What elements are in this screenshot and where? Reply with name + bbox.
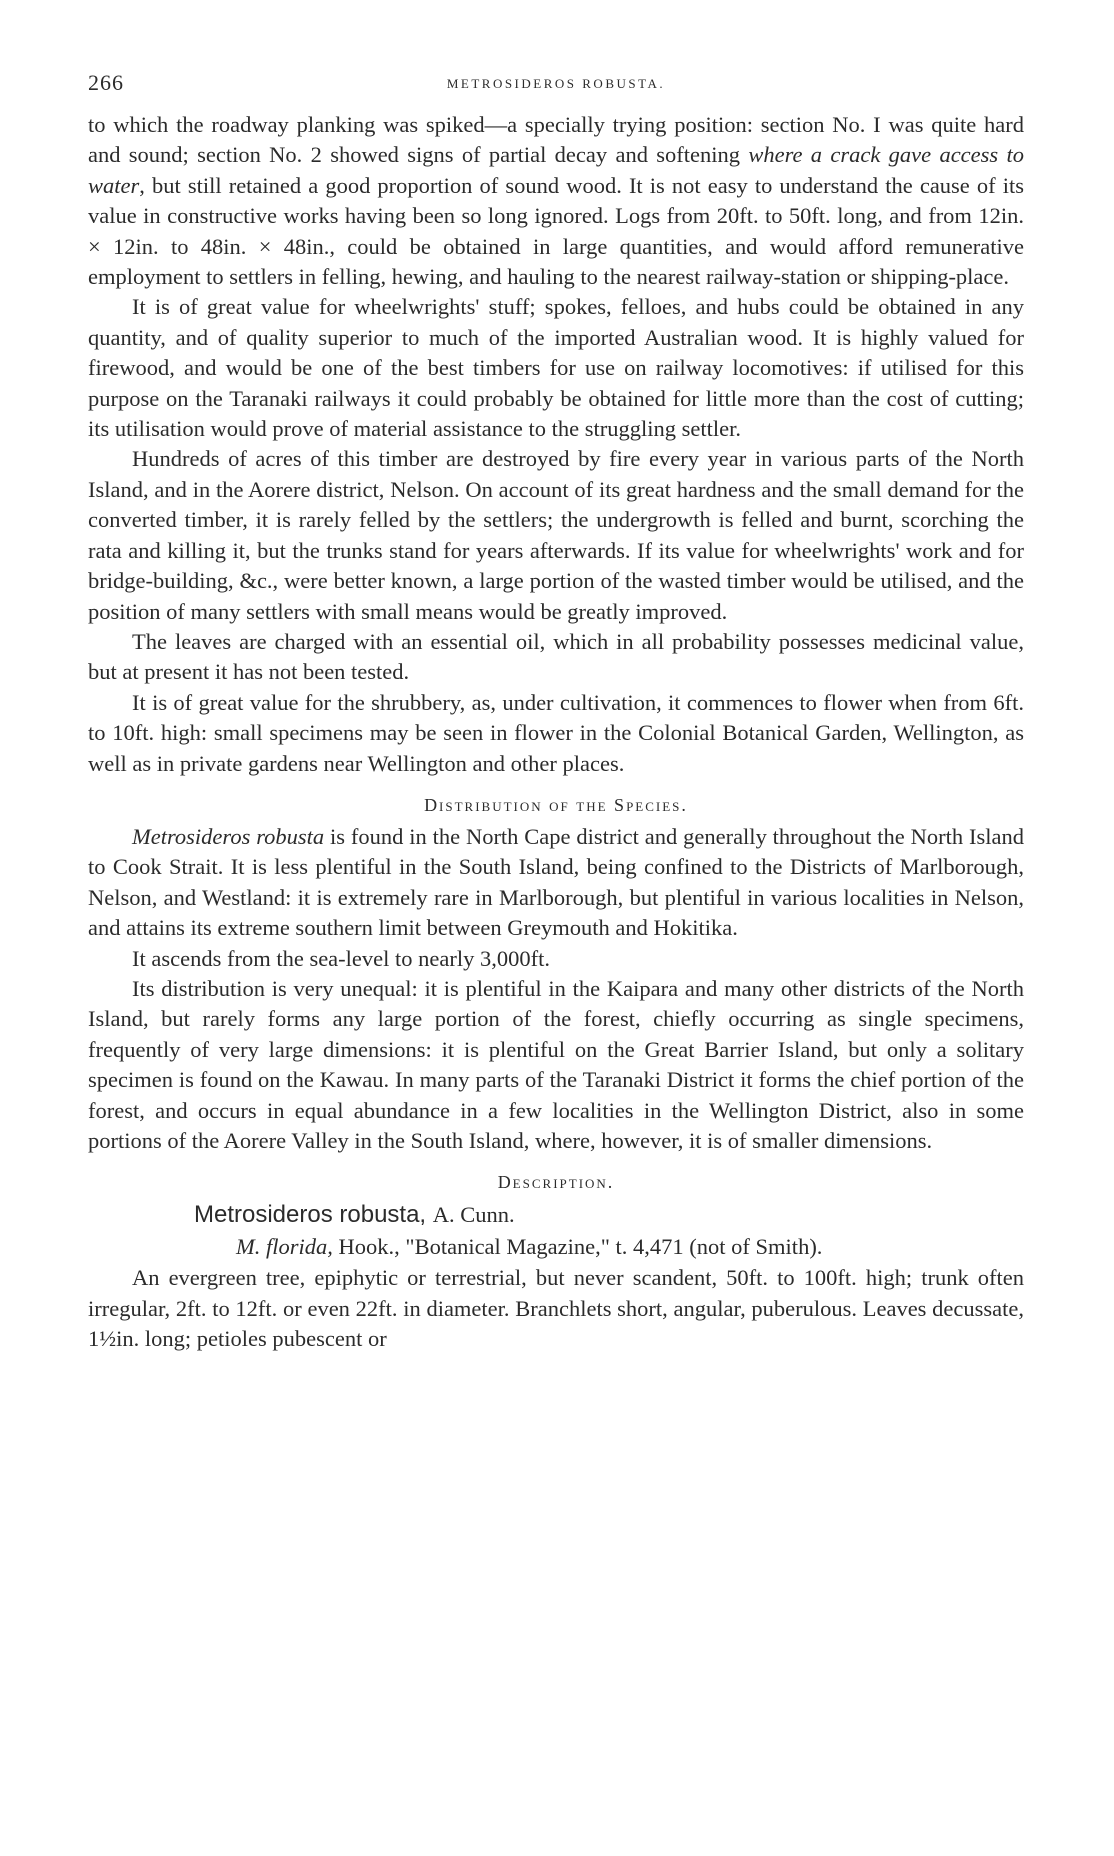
paragraph: The leaves are charged with an essential oil, which in all probability possesses medicinal value, but at present it has not been tested. xyxy=(88,628,1024,685)
body-text xyxy=(88,110,1024,1355)
paragraph: to which the roadway planking was spiked—a specially trying position: section No. I was quite hard and sound; section No. 2 showed signs of partial decay and softening where a crack gave access to water, but still retained a good proportion of sound wood. It is not easy to understand the cause of its value in constructive works having been so long ignored. Logs from 20ft. to 50ft. long, and from 12in. × 12in. to 48in. × 48in., could be obtained in large quantities, and would afford remunerative employment to settlers in felling, hewing, and hauling to the nearest railway-station or shipping-place. xyxy=(88,112,1024,290)
paragraph: An evergreen tree, epiphytic or terrestrial, but never scandent, 50ft. to 100ft. high; trunk often irregular, 2ft. to 12ft. or even 22ft. in diameter. Branchlets short, angular, puberulous. Leaves decussate, 1½in. long; petioles pubescent or xyxy=(88,1265,1024,1352)
running-title: METROSIDEROS ROBUSTA. xyxy=(446,76,666,91)
paragraph: Its distribution is very unequal: it is plentiful in the Kaipara and many other districts of the North Island, but rarely forms any large portion of the forest, chiefly occurring as single specimens, frequently of very large dimensions: it is plentiful on the Great Barrier Island, but only a solitary specimen is found on the Kawau. In many parts of the Taranaki District it forms the chief portion of the forest, and occurs in equal abundance in a few localities in the Wellington District, also in some portions of the Aorere Valley in the South Island, where, however, it is of smaller dimensions. xyxy=(88,975,1024,1153)
paragraph: It is of great value for the shrubbery, as, under cultivation, it commences to flower when from 6ft. to 10ft. high: small specimens may be seen in flower in the Colonial Botanical Garden, Wellington, as well as in private gardens near Wellington and other places. xyxy=(88,689,1024,776)
paragraph: It ascends from the sea-level to nearly 3,000ft. xyxy=(132,945,550,971)
paragraph: Hundreds of acres of this timber are destroyed by fire every year in various parts of the North Island, and in the Aorere district, Nelson. On account of its great hardness and the small demand for the converted timber, it is rarely felled by the settlers; the undergrowth is felled and burnt, scorching the rata and killing it, but the trunks stand for years afterwards. If its value for wheelwrights' work and for bridge-building, &c., were better known, a large portion of the wasted timber would be utilised, and the position of many settlers with small means would be greatly improved. xyxy=(88,446,1024,624)
section-heading-distribution: Distribution of the Species. xyxy=(424,794,688,815)
species-italic: Metrosideros robusta xyxy=(132,823,325,849)
italic-phrase: where a crack gave access to water xyxy=(88,142,1024,198)
species-name: Metrosideros robusta, A. Cunn. xyxy=(194,1201,515,1229)
paragraph: Metrosideros robusta is found in the North Cape district and generally throughout the North Island to Cook Strait. It is less plentiful in the South Island, being confined to the Districts of Marlborough, Nelson, and Westland: it is extremely rare in Marlborough, but plentiful in various localities in Nelson, and attains its extreme southern limit between Greymouth and Hokitika. xyxy=(88,823,1024,941)
species-author: A. Cunn. xyxy=(432,1202,515,1228)
running-head xyxy=(88,70,1024,100)
paragraph: It is of great value for wheelwrights' stuff; spokes, felloes, and hubs could be obtained in any quantity, and of quality superior to much of the imported Australian wood. It is highly valued for firewood, and would be one of the best timbers for use on railway locomotives: if utilised for this purpose on the Taranaki railways it could probably be obtained for little more than the cost of cutting; its utilisation would prove of material assistance to the struggling settler. xyxy=(88,294,1024,442)
synonym: M. florida, Hook., "Botanical Magazine," t. 4,471 (not of Smith). xyxy=(236,1234,823,1260)
page xyxy=(88,70,1024,1355)
section-heading-description: Description. xyxy=(497,1172,615,1193)
page-number: 266 xyxy=(88,70,124,95)
